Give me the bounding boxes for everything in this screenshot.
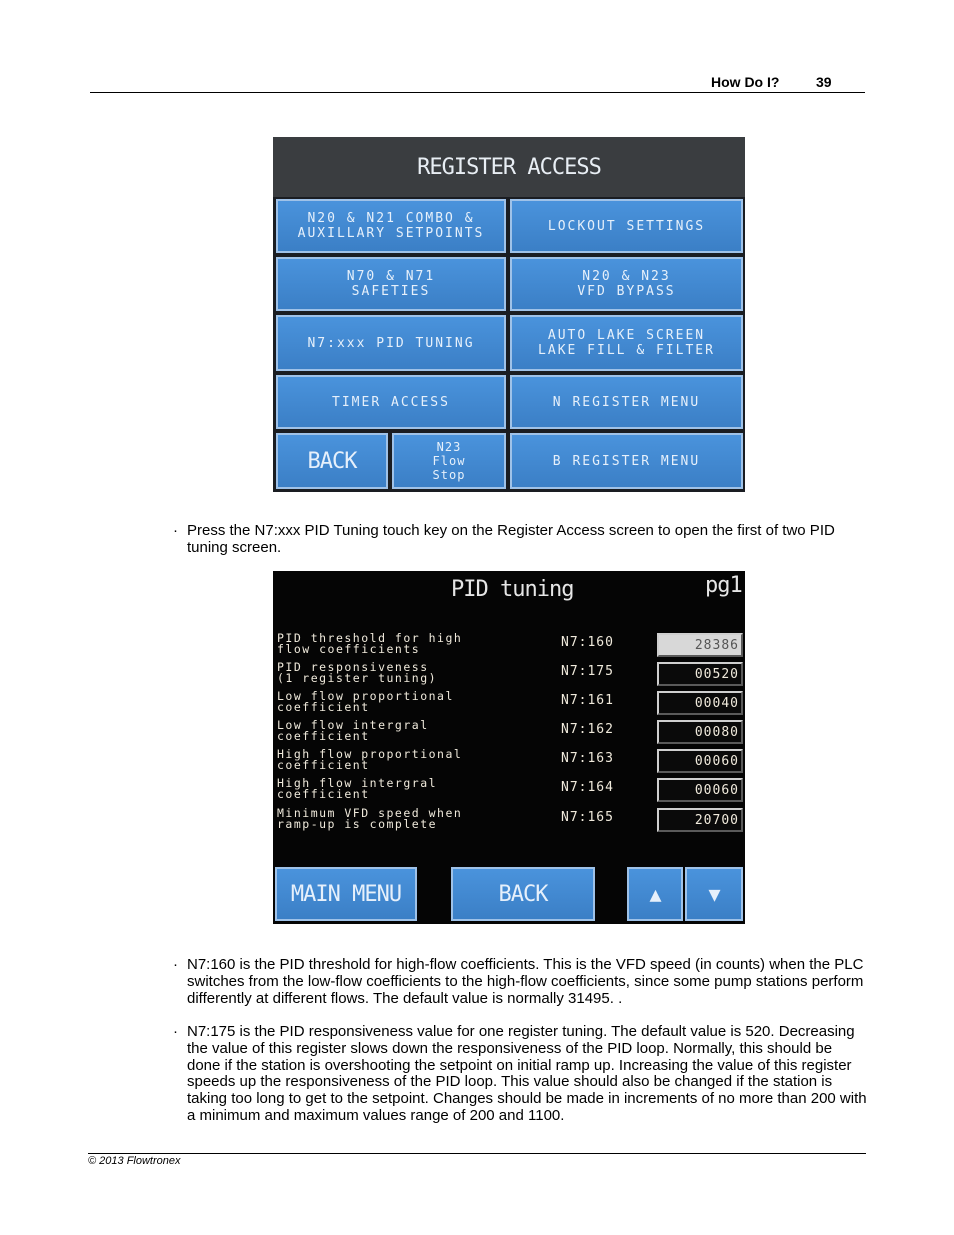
n7-175-paragraph: N7:175 is the PID responsiveness value for one register tuning. The default value is 520. Decreasing the value of this register slows down the responsiveness of the PID loop. Normally, this should be done if the station is overshooting the setpoint on initial ramp up. Increasing the value of this register speeds up the responsiveness of the PID loop. This value should also be changed if the station is taking too long to get to the setpoint. Changes should be made in increments of no more than 200 with a minimum and maximum values range of 200 and 1100. (187, 1023, 867, 1124)
pid-row-register: N7:164 (561, 780, 614, 795)
bullet: · (173, 522, 178, 539)
pid-row-label: PID threshold for high flow coefficients (277, 631, 463, 656)
pid-row (277, 749, 743, 778)
page-up-button[interactable]: ▲ (627, 867, 683, 921)
pid-row-value[interactable]: 00060 (657, 749, 743, 773)
n7-160-paragraph: N7:160 is the PID threshold for high-flow coefficients. This is the VFD speed (in counts) when the PLC switches from the low-flow coefficients to the high-flow coefficients, since some pump stations perform differently at different flows. The default value is normally 31495. . (187, 956, 864, 1007)
header-rule (90, 92, 865, 93)
instruction-paragraph: Press the N7:xxx PID Tuning touch key on the Register Access screen to open the first of two PID tuning screen. (187, 522, 835, 556)
pid-row-label: PID responsiveness (1 register tuning) (277, 660, 438, 685)
pid-tuning-button[interactable]: N7:xxx PID TUNING (276, 315, 506, 371)
auto-lake-screen-button[interactable]: AUTO LAKE SCREEN LAKE FILL & FILTER (510, 315, 743, 371)
pid-row-value[interactable]: 00060 (657, 778, 743, 802)
pid-row-label: High flow intergral coefficient (277, 776, 438, 801)
pid-row-label: High flow proportional coefficient (277, 747, 463, 772)
page-number: 39 (816, 74, 832, 90)
pid-tuning-title: PID tuning (451, 577, 574, 602)
n20-n21-setpoints-button[interactable]: N20 & N21 COMBO & AUXILLARY SETPOINTS (276, 199, 506, 253)
pid-page-indicator: pg1 (705, 573, 742, 598)
pid-row (277, 720, 743, 749)
pid-row (277, 808, 743, 837)
n23-flow-stop-button[interactable]: N23 Flow Stop (392, 433, 506, 489)
pid-row-register: N7:161 (561, 693, 614, 708)
pid-row (277, 633, 743, 662)
pid-row-value[interactable]: 20700 (657, 808, 743, 832)
lockout-settings-button[interactable]: LOCKOUT SETTINGS (510, 199, 743, 253)
n20-n23-vfd-bypass-button[interactable]: N20 & N23 VFD BYPASS (510, 257, 743, 311)
pid-row-value[interactable]: 00040 (657, 691, 743, 715)
footer-rule (88, 1153, 866, 1154)
bullet: · (173, 956, 178, 973)
pid-row-value[interactable]: 28386 (657, 633, 743, 657)
pid-row-label: Low flow proportional coefficient (277, 689, 454, 714)
bullet: · (173, 1023, 178, 1040)
page-down-button[interactable]: ▼ (685, 867, 743, 921)
pid-row (277, 662, 743, 691)
back-button[interactable]: BACK (276, 433, 388, 489)
n70-n71-safeties-button[interactable]: N70 & N71 SAFETIES (276, 257, 506, 311)
main-menu-button[interactable]: MAIN MENU (275, 867, 417, 921)
pid-row-value[interactable]: 00520 (657, 662, 743, 686)
pid-row (277, 778, 743, 807)
pid-row (277, 691, 743, 720)
b-register-menu-button[interactable]: B REGISTER MENU (510, 433, 743, 489)
timer-access-button[interactable]: TIMER ACCESS (276, 375, 506, 429)
pid-row-register: N7:160 (561, 635, 614, 650)
pid-row-register: N7:175 (561, 664, 614, 679)
header-title: How Do I? (711, 74, 780, 90)
register-access-screen (273, 137, 745, 492)
n-register-menu-button[interactable]: N REGISTER MENU (510, 375, 743, 429)
pid-row-register: N7:165 (561, 810, 614, 825)
pid-tuning-screen (273, 571, 745, 924)
copyright-footer: © 2013 Flowtronex (88, 1155, 181, 1167)
pid-row-label: Minimum VFD speed when ramp-up is complete (277, 806, 463, 831)
page-header (0, 72, 954, 92)
pid-row-register: N7:162 (561, 722, 614, 737)
pid-row-value[interactable]: 00080 (657, 720, 743, 744)
back-button[interactable]: BACK (451, 867, 595, 921)
pid-row-register: N7:163 (561, 751, 614, 766)
pid-row-label: Low flow intergral coefficient (277, 718, 429, 743)
register-access-title: REGISTER ACCESS (273, 137, 745, 197)
